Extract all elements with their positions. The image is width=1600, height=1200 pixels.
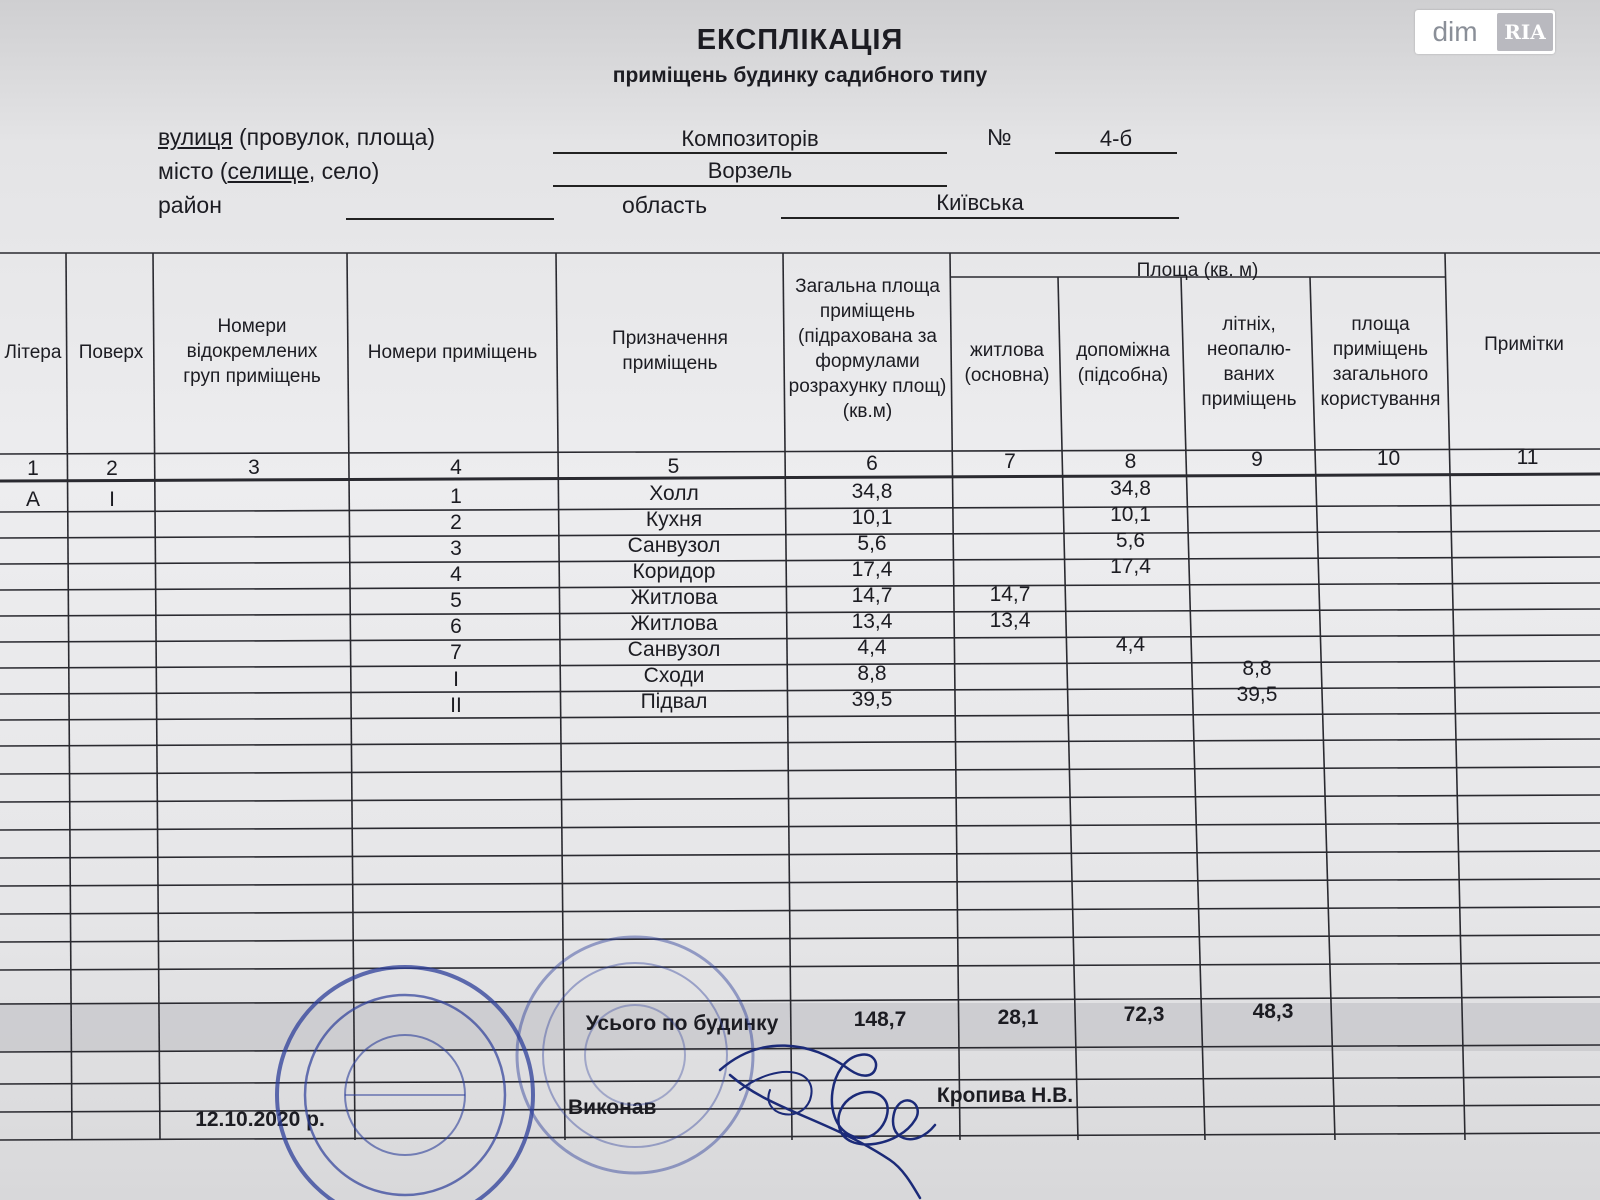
cell-room: І: [453, 668, 459, 691]
cell-total: 4,4: [857, 636, 887, 659]
footer-performed-label: Виконав: [568, 1096, 657, 1119]
cell-summer: 8,8: [1242, 657, 1272, 680]
totals-total: 148,7: [853, 1008, 907, 1031]
col-number: 11: [1516, 446, 1539, 469]
cell-living: 14,7: [989, 583, 1031, 606]
watermark-ria-logo: RIA: [1497, 13, 1553, 51]
cell-purpose: Санвузол: [627, 638, 721, 661]
cell-total: 14,7: [851, 584, 893, 607]
col-number: 8: [1124, 450, 1137, 473]
col-header-notes: Примітки: [1484, 334, 1564, 355]
region-label: область: [622, 192, 708, 218]
col-header-area-group: Площа (кв. м): [1136, 260, 1259, 281]
cell-auxiliary: 10,1: [1110, 503, 1151, 526]
cell-total: 5,6: [857, 532, 887, 555]
street-label-underlined: вулиця: [158, 124, 233, 150]
document-subtitle: приміщень будинку садибного типу: [612, 64, 988, 87]
city-label-start: місто (: [158, 158, 228, 184]
col-header-litera: Літера: [4, 342, 62, 363]
cell-room: 1: [450, 485, 462, 508]
cell-purpose: Холл: [649, 482, 699, 505]
col-number: 9: [1251, 448, 1263, 471]
cell-purpose: Коридор: [632, 560, 716, 583]
totals-label: Усього по будинку: [585, 1012, 779, 1035]
totals-auxiliary: 72,3: [1123, 1003, 1165, 1026]
city-label-underlined: селище: [227, 158, 309, 184]
document-title: ЕКСПЛІКАЦІЯ: [696, 24, 904, 56]
city-value: Ворзель: [707, 158, 793, 183]
cell-room: 2: [450, 511, 462, 534]
cell-total: 34,8: [851, 480, 893, 503]
col-header-common: площа приміщень загального користування: [1320, 314, 1441, 410]
col-header-living: житлова (основна): [964, 340, 1050, 386]
number-label: №: [987, 124, 1012, 150]
round-stamp-left: [270, 965, 540, 1200]
footer-date: 12.10.2020 р.: [195, 1108, 325, 1131]
col-number: 4: [450, 456, 462, 479]
cell-room: 6: [450, 615, 462, 638]
street-value: Композиторів: [681, 126, 819, 151]
cell-room: 4: [450, 563, 462, 586]
footer-performer: Кропива Н.В.: [936, 1084, 1074, 1107]
col-header-floor: Поверх: [78, 342, 144, 363]
col-header-auxiliary: допоміжна (підсобна): [1076, 340, 1170, 386]
cell-floor: І: [109, 488, 115, 511]
cell-living: 13,4: [989, 609, 1031, 632]
cell-room: ІІ: [450, 694, 462, 717]
cell-purpose: Житлова: [630, 612, 718, 635]
cell-summer: 39,5: [1236, 683, 1278, 706]
district-label: район: [158, 192, 222, 218]
city-label-end: , село): [308, 158, 380, 184]
cell-total: 39,5: [851, 688, 893, 711]
col-header-total-area: Загальна площа приміщень (підрахована за формулами розрахунку площ) (кв.м): [788, 276, 947, 422]
signature: [700, 1030, 960, 1200]
cell-room: 5: [450, 589, 462, 612]
col-number: 5: [667, 455, 680, 478]
totals-summer: 48,3: [1252, 1000, 1294, 1023]
cell-purpose: Кухня: [645, 508, 703, 531]
cell-purpose: Санвузол: [627, 534, 721, 557]
totals-living: 28,1: [997, 1006, 1039, 1029]
cell-total: 17,4: [851, 558, 893, 581]
cell-purpose: Житлова: [630, 586, 718, 609]
col-header-room-numbers: Номери приміщень: [367, 342, 538, 363]
cell-purpose: Підвал: [640, 690, 708, 713]
cell-room: 7: [450, 641, 462, 664]
cell-total: 8,8: [857, 662, 887, 685]
col-number: 10: [1376, 447, 1401, 470]
col-header-summer: літніх, неопалю-ваних приміщень: [1201, 314, 1297, 410]
col-number: 6: [866, 452, 878, 475]
cell-auxiliary: 5,6: [1115, 529, 1146, 552]
col-header-purpose: Призначення приміщень: [612, 328, 728, 374]
col-header-groups: Номери відокремлених груп приміщень: [183, 316, 321, 387]
number-value: 4-б: [1099, 126, 1133, 151]
col-number: 3: [248, 456, 260, 479]
cell-auxiliary: 17,4: [1110, 555, 1151, 578]
cell-purpose: Сходи: [643, 664, 705, 687]
cell-litera: А: [25, 488, 40, 511]
col-number: 2: [106, 457, 118, 480]
col-number: 1: [27, 457, 39, 480]
cell-auxiliary: 4,4: [1115, 633, 1146, 656]
cell-total: 10,1: [851, 506, 893, 529]
col-number: 7: [1004, 450, 1016, 473]
street-label-rest: (провулок, площа): [232, 124, 436, 150]
cell-auxiliary: 34,8: [1110, 477, 1151, 500]
cell-total: 13,4: [851, 610, 893, 633]
watermark-dim: dim: [1432, 16, 1478, 47]
region-value: Київська: [936, 190, 1024, 215]
cell-room: 3: [450, 537, 462, 560]
